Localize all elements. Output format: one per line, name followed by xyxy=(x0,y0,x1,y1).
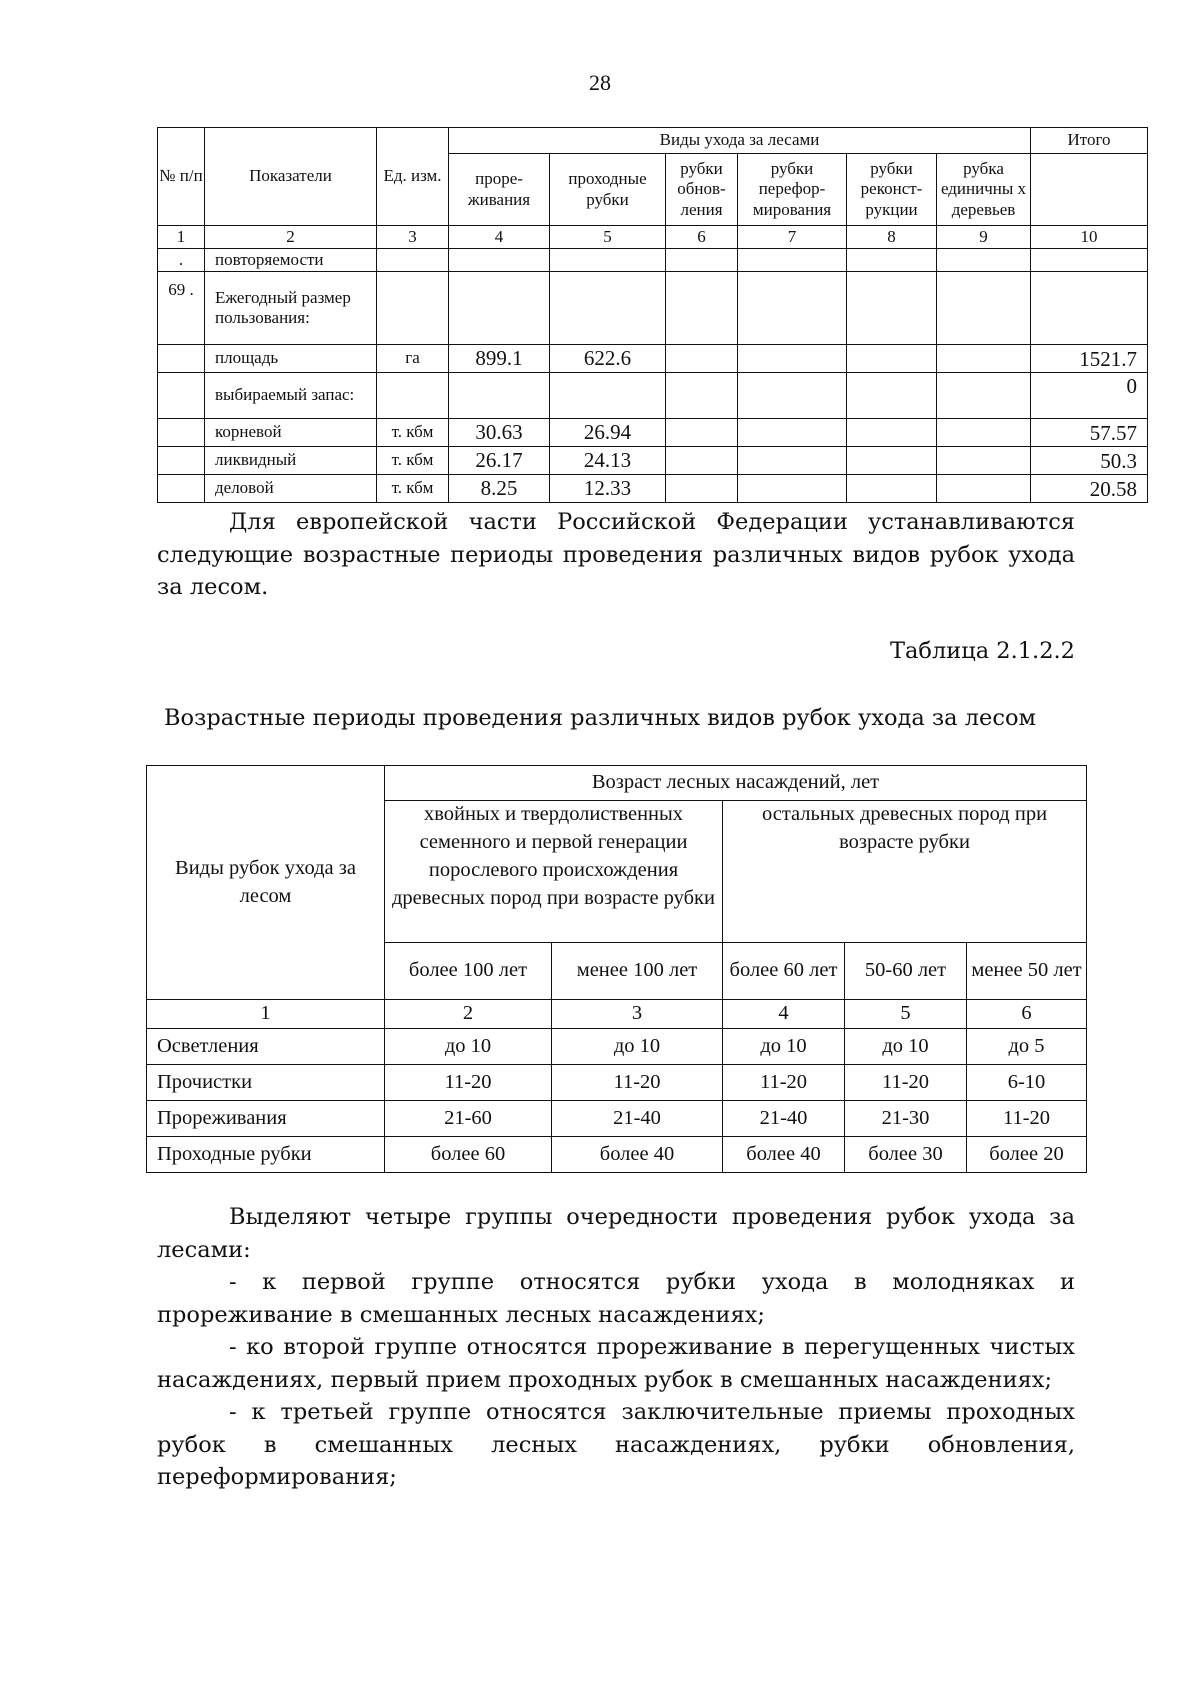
col-number: 3 xyxy=(377,226,449,249)
table-row xyxy=(158,272,1148,345)
bottom-text xyxy=(157,1201,1075,1494)
paragraph-third-group: - к третьей группе относятся заключительные приемы проходных рубок в смешанных лесных насаждениях, рубки обновления, переформирования; xyxy=(157,1399,1075,1490)
table-row xyxy=(147,1101,1087,1137)
cell xyxy=(738,419,847,447)
col-number: 2 xyxy=(385,1000,552,1029)
row-unit xyxy=(377,373,449,419)
cell xyxy=(449,249,550,272)
table-title: Возрастные периоды проведения различных видов рубок ухода за лесом xyxy=(163,705,1037,731)
header-unit: Ед. изм. xyxy=(377,128,449,226)
header-care-types: Виды рубок ухода за лесом xyxy=(147,766,385,1000)
age-periods-table xyxy=(146,765,1087,1173)
cell-thinning: 26.17 xyxy=(449,447,550,475)
cell-passage: 26.94 xyxy=(550,419,666,447)
cell xyxy=(1031,272,1148,345)
row-unit: т. кбм xyxy=(377,447,449,475)
col-number: 2 xyxy=(205,226,377,249)
col-number: 9 xyxy=(937,226,1031,249)
row-label: ликвидный xyxy=(205,447,377,475)
table-row xyxy=(147,1029,1087,1065)
cell: 21-30 xyxy=(845,1101,967,1137)
header-total: Итого xyxy=(1031,128,1148,154)
cell xyxy=(666,272,738,345)
cell xyxy=(738,475,847,503)
col-number: 5 xyxy=(550,226,666,249)
cell xyxy=(666,345,738,373)
col-number: 5 xyxy=(845,1000,967,1029)
cell xyxy=(550,249,666,272)
paragraph-european-part: Для европейской части Российской Федерации устанавливаются следующие возрастные периоды проведения различных видов рубок ухода за лесом. xyxy=(157,509,1075,600)
cell xyxy=(937,373,1031,419)
cell xyxy=(1031,249,1148,272)
cell xyxy=(738,272,847,345)
cell xyxy=(937,249,1031,272)
col-number: 4 xyxy=(449,226,550,249)
row-num xyxy=(158,373,205,419)
cell xyxy=(738,345,847,373)
cell xyxy=(738,249,847,272)
row-unit xyxy=(377,272,449,345)
cell-thinning: 899.1 xyxy=(449,345,550,373)
header-conifer: хвойных и твердолиственных семенного и первой генерации порослевого происхождения древесных пород при возрасте рубки xyxy=(385,801,723,943)
col-number: 4 xyxy=(723,1000,845,1029)
header-col9: рубка единичны х деревьев xyxy=(937,154,1031,226)
header-num: № п/п xyxy=(158,128,205,226)
cell xyxy=(847,345,937,373)
page-number: 28 xyxy=(589,70,611,95)
row-name: Проходные рубки xyxy=(147,1137,385,1173)
cell: более 20 xyxy=(967,1137,1087,1173)
paragraph-first-group: - к первой группе относятся рубки ухода в молодняках и прореживание в смешанных лесных насаждениях; xyxy=(157,1269,1075,1328)
col-number: 8 xyxy=(847,226,937,249)
header-indicators: Показатели xyxy=(205,128,377,226)
row-label: выбираемый запас: xyxy=(205,373,377,419)
table-row xyxy=(158,447,1148,475)
col-number: 7 xyxy=(738,226,847,249)
table-row xyxy=(158,345,1148,373)
header-50-60: 50-60 лет xyxy=(845,943,967,1000)
cell xyxy=(550,373,666,419)
cell xyxy=(937,345,1031,373)
col-number: 10 xyxy=(1031,226,1148,249)
cell-total: 0 xyxy=(1031,373,1148,419)
cell: 21-60 xyxy=(385,1101,552,1137)
cell: до 10 xyxy=(845,1029,967,1065)
row-unit: т. кбм xyxy=(377,475,449,503)
cell: более 60 xyxy=(385,1137,552,1173)
row-name: Прочистки xyxy=(147,1065,385,1101)
row-num: 69 . xyxy=(158,272,205,345)
col-number: 6 xyxy=(967,1000,1087,1029)
cell xyxy=(937,272,1031,345)
cell xyxy=(847,373,937,419)
cell xyxy=(847,419,937,447)
cell xyxy=(847,447,937,475)
row-label: повторяемости xyxy=(205,249,377,272)
cell xyxy=(738,373,847,419)
cell: до 10 xyxy=(552,1029,723,1065)
row-label: площадь xyxy=(205,345,377,373)
cell xyxy=(666,419,738,447)
cell xyxy=(449,272,550,345)
row-unit xyxy=(377,249,449,272)
cell-total: 50.3 xyxy=(1031,447,1148,475)
row-name: Прореживания xyxy=(147,1101,385,1137)
cell xyxy=(738,447,847,475)
cell xyxy=(666,373,738,419)
cell xyxy=(937,419,1031,447)
header-care-types: Виды ухода за лесами xyxy=(449,128,1031,154)
forest-care-table xyxy=(157,127,1148,503)
col-number: 6 xyxy=(666,226,738,249)
cell xyxy=(666,475,738,503)
cell xyxy=(847,272,937,345)
cell xyxy=(937,475,1031,503)
cell: 21-40 xyxy=(723,1101,845,1137)
cell: до 10 xyxy=(723,1029,845,1065)
header-other: остальных древесных пород при возрасте рубки xyxy=(723,801,1087,943)
table-row xyxy=(147,1137,1087,1173)
header-less-100: менее 100 лет xyxy=(552,943,723,1000)
cell: до 10 xyxy=(385,1029,552,1065)
cell: 11-20 xyxy=(723,1065,845,1101)
row-num xyxy=(158,475,205,503)
col-number: 1 xyxy=(158,226,205,249)
cell xyxy=(666,447,738,475)
cell: более 30 xyxy=(845,1137,967,1173)
table-row xyxy=(158,249,1148,272)
header-less-50: менее 50 лет xyxy=(967,943,1087,1000)
row-unit: т. кбм xyxy=(377,419,449,447)
row-unit: га xyxy=(377,345,449,373)
cell: 11-20 xyxy=(552,1065,723,1101)
header-age: Возраст лесных насаждений, лет xyxy=(385,766,1087,801)
paragraph-second-group: - ко второй группе относятся прореживание в перегущенных чистых насаждениях, первый прием проходных рубок в смешанных насаждениях; xyxy=(157,1334,1075,1393)
cell-total: 57.57 xyxy=(1031,419,1148,447)
table-caption: Таблица 2.1.2.2 xyxy=(889,638,1075,664)
cell: 21-40 xyxy=(552,1101,723,1137)
header-col4: проре-живания xyxy=(449,154,550,226)
header-col7: рубки перефор-мирования xyxy=(738,154,847,226)
cell: 11-20 xyxy=(845,1065,967,1101)
cell xyxy=(847,249,937,272)
cell-thinning: 30.63 xyxy=(449,419,550,447)
header-col10-empty xyxy=(1031,154,1148,226)
cell-passage: 24.13 xyxy=(550,447,666,475)
table-row xyxy=(158,419,1148,447)
header-more-100: более 100 лет xyxy=(385,943,552,1000)
cell: более 40 xyxy=(552,1137,723,1173)
col-number: 1 xyxy=(147,1000,385,1029)
row-label: деловой xyxy=(205,475,377,503)
cell: до 5 xyxy=(967,1029,1087,1065)
header-col6: рубки обнов-ления xyxy=(666,154,738,226)
table-row xyxy=(158,475,1148,503)
row-num xyxy=(158,345,205,373)
header-col8: рубки реконст-рукции xyxy=(847,154,937,226)
cell: 6-10 xyxy=(967,1065,1087,1101)
cell xyxy=(449,373,550,419)
cell-total: 1521.7 xyxy=(1031,345,1148,373)
row-num xyxy=(158,447,205,475)
row-name: Осветления xyxy=(147,1029,385,1065)
cell xyxy=(847,475,937,503)
cell xyxy=(666,249,738,272)
row-num xyxy=(158,419,205,447)
header-more-60: более 60 лет xyxy=(723,943,845,1000)
cell-thinning: 8.25 xyxy=(449,475,550,503)
col-number: 3 xyxy=(552,1000,723,1029)
cell: более 40 xyxy=(723,1137,845,1173)
row-label: Ежегодный размер пользования: xyxy=(205,272,377,345)
cell-passage: 12.33 xyxy=(550,475,666,503)
row-num: . xyxy=(158,249,205,272)
cell-passage: 622.6 xyxy=(550,345,666,373)
cell xyxy=(550,272,666,345)
table-row xyxy=(158,373,1148,419)
cell xyxy=(937,447,1031,475)
paragraph-groups-intro: Выделяют четыре группы очередности проведения рубок ухода за лесами: xyxy=(157,1204,1075,1263)
cell-total: 20.58 xyxy=(1031,475,1148,503)
cell: 11-20 xyxy=(385,1065,552,1101)
cell: 11-20 xyxy=(967,1101,1087,1137)
header-col5: проходные рубки xyxy=(550,154,666,226)
table-row xyxy=(147,1065,1087,1101)
row-label: корневой xyxy=(205,419,377,447)
